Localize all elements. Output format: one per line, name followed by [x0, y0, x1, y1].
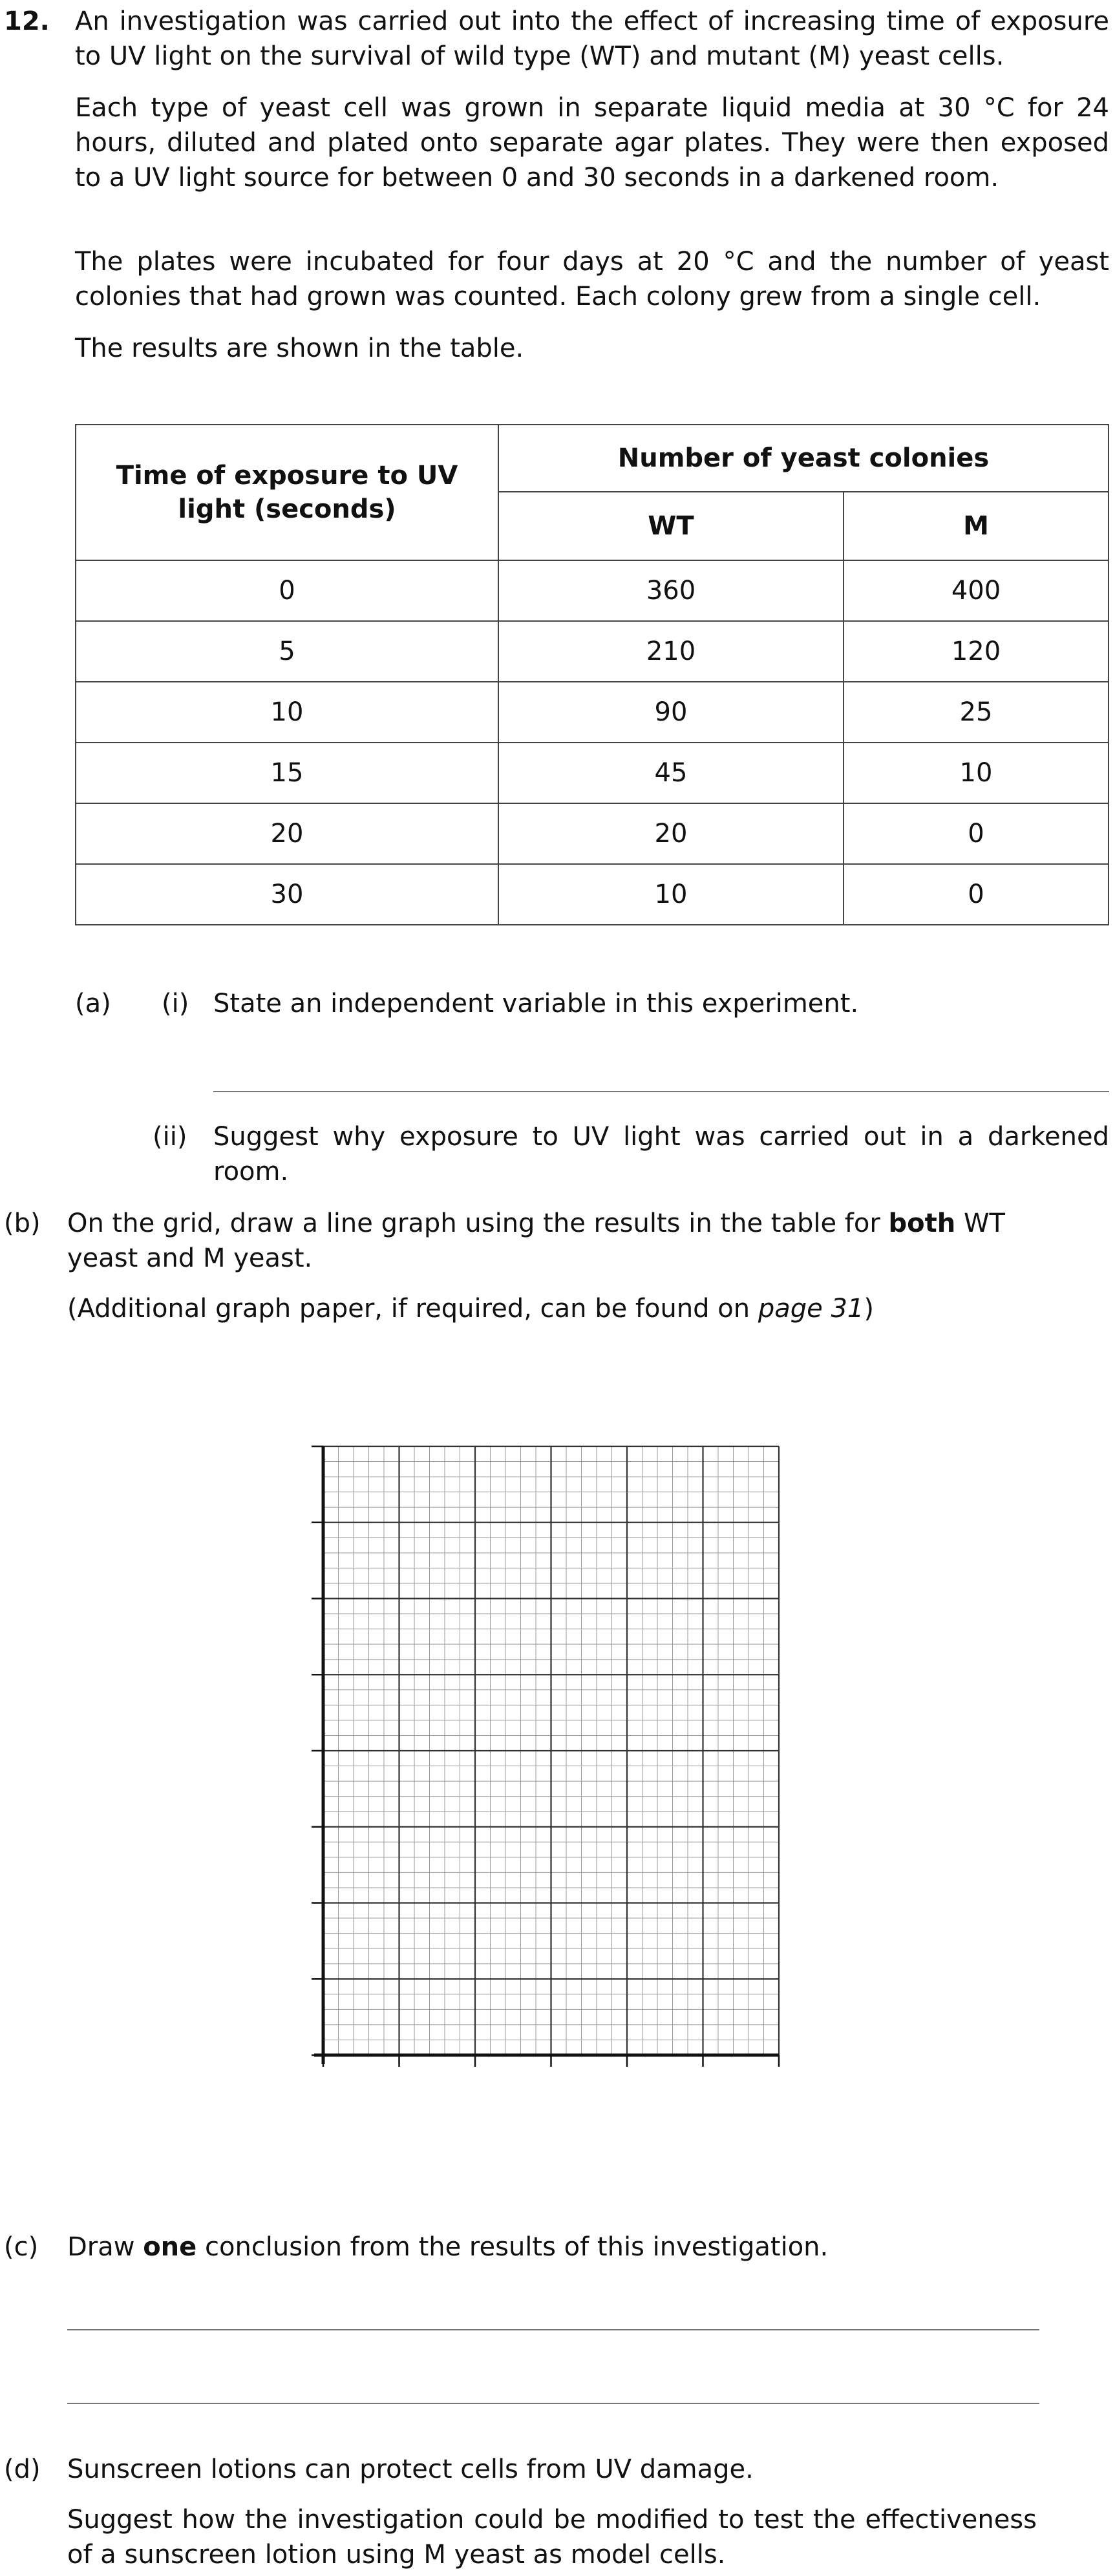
- part-b-label: (b): [4, 1209, 41, 1238]
- cell-wt: 90: [498, 682, 844, 743]
- emphasis-one: one: [143, 2232, 197, 2262]
- cell-m: 10: [844, 743, 1109, 803]
- part-b-text: On the grid, draw a line graph using the results in the table for both WT yeast and M yeast.: [67, 1209, 1005, 1273]
- part-d-label: (d): [4, 2455, 41, 2484]
- cell-time: 10: [76, 682, 498, 743]
- cell-time: 0: [76, 560, 498, 621]
- cell-m: 400: [844, 560, 1109, 621]
- cell-m: 25: [844, 682, 1109, 743]
- part-a-ii-label: (ii): [153, 1122, 187, 1152]
- part-a-i-text: State an independent variable in this experiment.: [213, 989, 859, 1019]
- cell-wt: 45: [498, 743, 844, 803]
- part-b-note: (Additional graph paper, if required, can be found on page 31): [67, 1294, 874, 1324]
- part-c-label: (c): [4, 2232, 39, 2262]
- question-number: 12.: [4, 6, 50, 36]
- part-d-text: Sunscreen lotions can protect cells from UV damage.: [67, 2455, 754, 2484]
- part-a-i-label: (i): [162, 989, 189, 1019]
- cell-m: 120: [844, 621, 1109, 682]
- part-a-label: (a): [75, 989, 111, 1019]
- cell-wt: 210: [498, 621, 844, 682]
- emphasis-both: both: [888, 1209, 956, 1238]
- method-paragraph: Each type of yeast cell was grown in separate liquid media at 30 °C for 24 hours, diluted and plated onto separate agar plates. They were then exposed to a UV light source for between 0 and 30 seconds in a darkened room.: [75, 93, 1109, 193]
- answer-line-c-2[interactable]: [67, 2403, 1039, 2404]
- cell-wt: 20: [498, 803, 844, 864]
- col-wt-header: WT: [498, 492, 844, 560]
- cell-wt: 360: [498, 560, 844, 621]
- cell-time: 15: [76, 743, 498, 803]
- incubation-paragraph: The plates were incubated for four days at 20 °C and the number of yeast colonies that had grown was counted. Each colony grew from a single cell.: [75, 247, 1109, 311]
- col-m-header: M: [844, 492, 1109, 560]
- cell-m: 0: [844, 864, 1109, 925]
- question-intro: An investigation was carried out into the effect of increasing time of exposure to UV light on the survival of wild type (WT) and mutant (M) yeast cells.: [75, 6, 1109, 71]
- answer-line-c-1[interactable]: [67, 2329, 1039, 2330]
- cell-wt: 10: [498, 864, 844, 925]
- colonies-group-header: Number of yeast colonies: [498, 425, 1109, 492]
- part-c-text: Draw one conclusion from the results of this investigation.: [67, 2232, 829, 2262]
- cell-time: 5: [76, 621, 498, 682]
- cell-time: 20: [76, 803, 498, 864]
- col-time-header: Time of exposure to UV light (seconds): [76, 425, 498, 560]
- part-d-suggest: Suggest how the investigation could be modified to test the effectiveness of a sunscreen lotion using M yeast as model cells.: [67, 2505, 1037, 2570]
- cell-m: 0: [844, 803, 1109, 864]
- cell-time: 30: [76, 864, 498, 925]
- part-a-ii-text: Suggest why exposure to UV light was carried out in a darkened room.: [213, 1122, 1109, 1187]
- graph-axes: [312, 1446, 779, 2067]
- page-reference: page 31: [758, 1294, 864, 1324]
- results-intro: The results are shown in the table.: [75, 333, 524, 363]
